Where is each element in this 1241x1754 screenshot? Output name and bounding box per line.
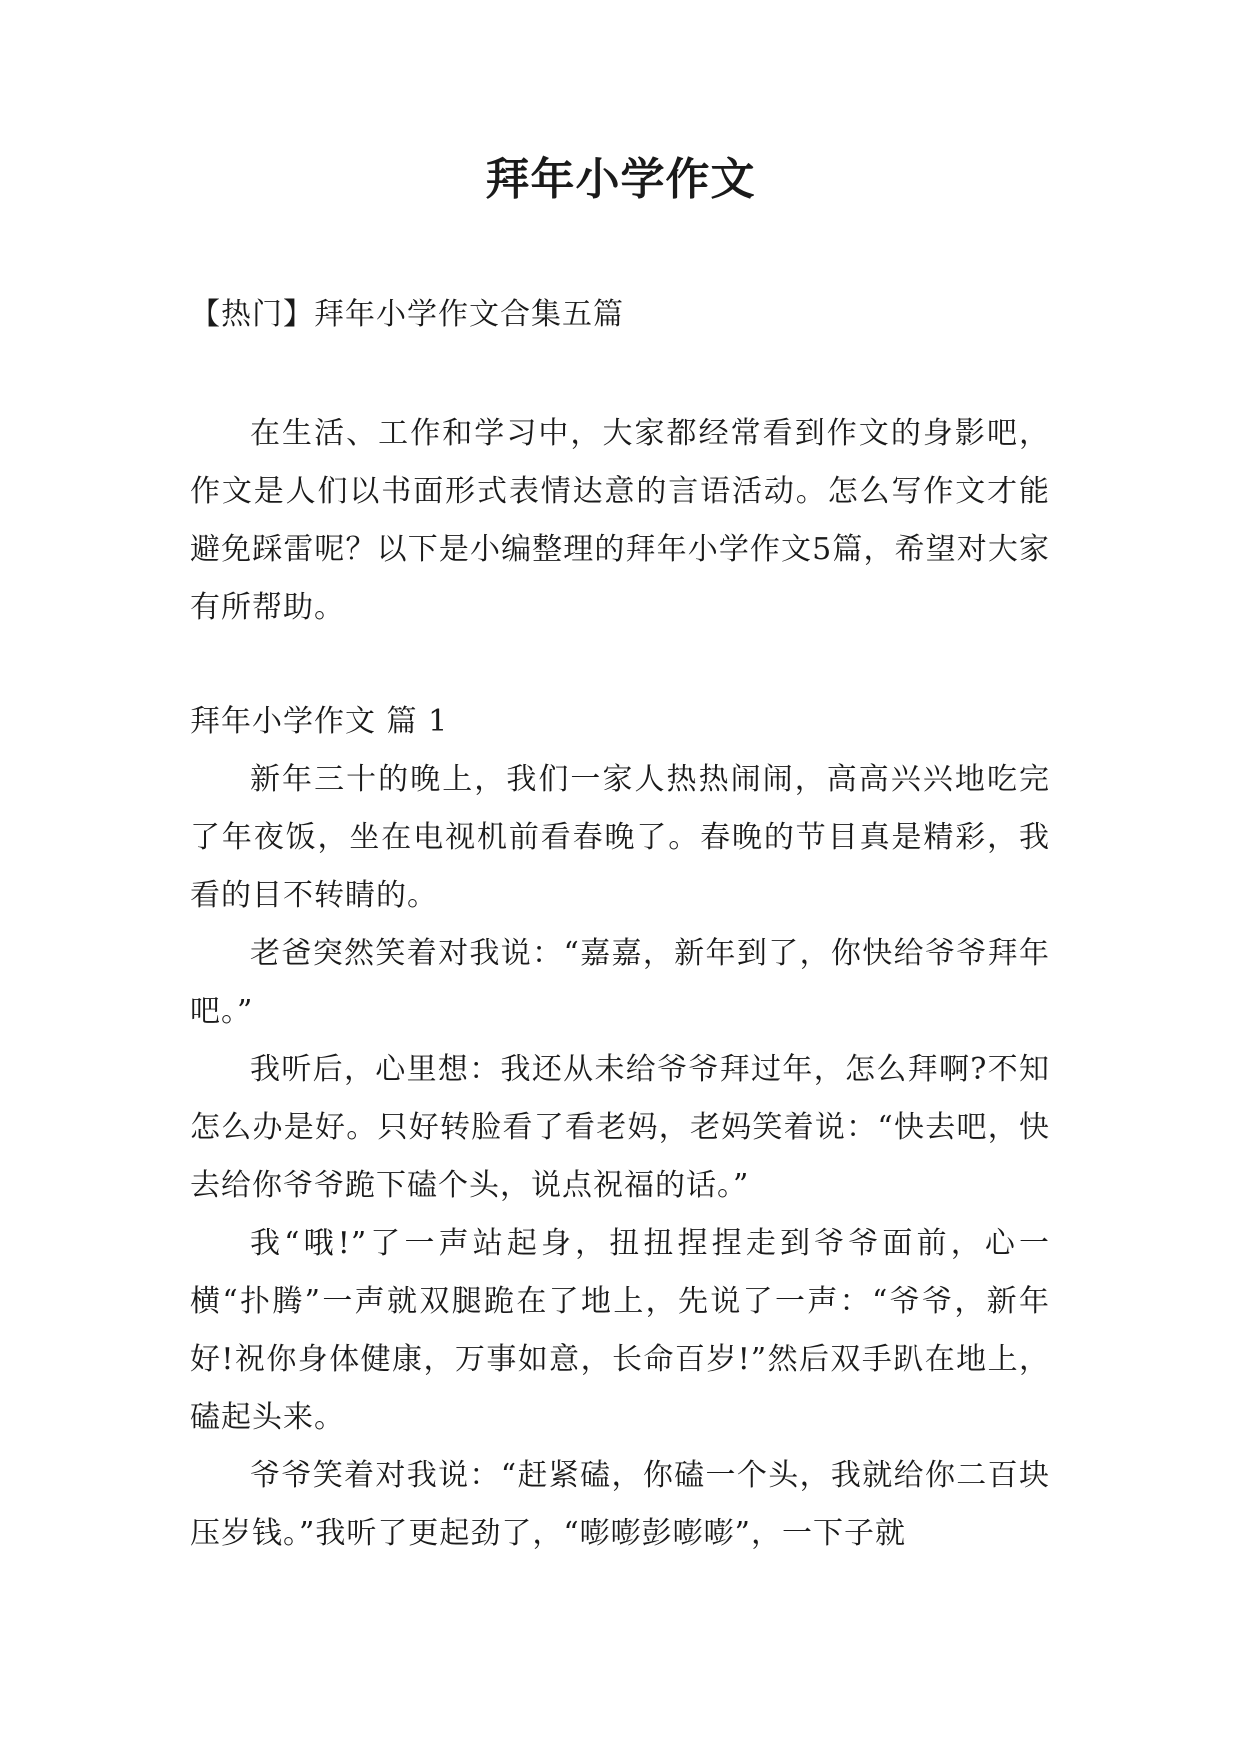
body-paragraph: 新年三十的晚上，我们一家人热热闹闹，高高兴兴地吃完了年夜饭，坐在电视机前看春晚了。春晚的节目真是精彩，我看的目不转睛的。 bbox=[190, 762, 1050, 913]
body-paragraph: 我“哦!”了一声站起身，扭扭捏捏走到爷爷面前，心一横“扑腾”一声就双腿跪在了地上，先说了一声：“爷爷，新年好!祝你身体健康，万事如意，长命百岁!”然后双手趴在地上，磕起头来。 bbox=[190, 1226, 1050, 1435]
document-subtitle bbox=[190, 286, 1050, 344]
section-heading: 拜年小学作文 篇 1 bbox=[190, 704, 449, 739]
essay-section-1 bbox=[190, 693, 1050, 1563]
intro-section bbox=[190, 405, 1050, 637]
document-title: 拜年小学作文 bbox=[485, 154, 756, 205]
body-paragraph: 爷爷笑着对我说：“赶紧磕，你磕一个头，我就给你二百块压岁钱。”我听了更起劲了，“嘭嘭彭嘭嘭”，一下子就 bbox=[190, 1458, 1050, 1551]
body-paragraph: 我听后，心里想：我还从未给爷爷拜过年，怎么拜啊?不知怎么办是好。只好转脸看了看老妈，老妈笑着说：“快去吧，快去给你爷爷跪下磕个头，说点祝福的话。” bbox=[190, 1052, 1050, 1203]
body-paragraph: 老爸突然笑着对我说：“嘉嘉，新年到了，你快给爷爷拜年吧。” bbox=[190, 936, 1050, 1029]
intro-paragraph: 在生活、工作和学习中，大家都经常看到作文的身影吧，作文是人们以书面形式表情达意的言语活动。怎么写作文才能避免踩雷呢？以下是小编整理的拜年小学作文5篇，希望对大家有所帮助。 bbox=[190, 416, 1050, 625]
subtitle-text: 【热门】拜年小学作文合集五篇 bbox=[190, 297, 624, 332]
